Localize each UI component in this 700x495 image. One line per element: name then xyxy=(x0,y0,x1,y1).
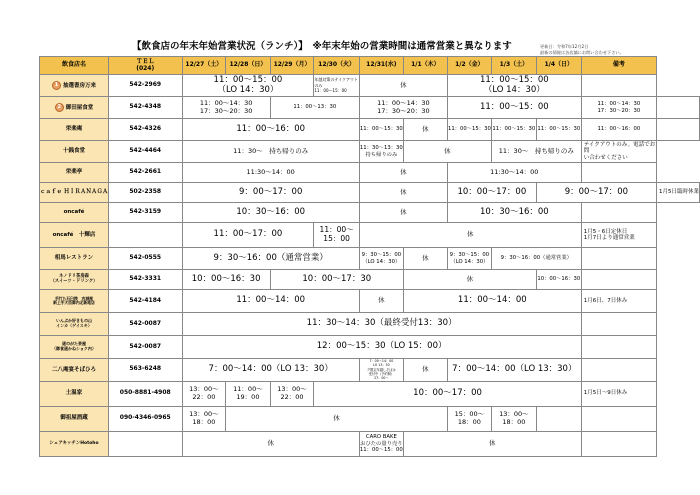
hours-cell: 11：00〜14：00 xyxy=(182,290,359,313)
hours-cell: 休 xyxy=(403,359,447,382)
shop-tel: 542-0087 xyxy=(108,336,182,359)
shop-tel: 542-0555 xyxy=(108,248,182,270)
table-row xyxy=(40,313,700,336)
hours-cell: 休 xyxy=(403,141,491,163)
remarks-cell: 1月5日〜9日休み xyxy=(581,381,656,406)
hours-cell: 休 xyxy=(403,431,581,456)
shop-tel xyxy=(108,431,182,456)
table-row xyxy=(40,119,700,141)
hours-cell: 13：00〜 22：00 xyxy=(182,381,226,406)
remarks-cell xyxy=(581,248,656,270)
hours-cell: 11:30〜14：00 xyxy=(182,163,359,183)
header-day: 1/1（木） xyxy=(403,57,447,75)
hours-cell: 12：00〜15：30（LO 15：00） xyxy=(182,336,581,359)
shop-name: oncafé 十輝店 xyxy=(40,223,109,248)
remarks-cell xyxy=(581,336,656,359)
header-day: 12/31(水) xyxy=(359,57,403,75)
shop-name: 1 抽選書房万来 xyxy=(40,75,109,97)
hours-cell: 11：00〜13：30 xyxy=(270,97,359,119)
number-badge: 1 xyxy=(52,81,61,90)
hours-cell: 7：00〜14：00 LO 13：30 夕限定年越しそばは 受付中（予約制） 27：00〜 xyxy=(359,359,403,382)
header-day: 1/2（金） xyxy=(447,57,491,75)
hours-cell: 11：00〜14：30 17：30〜20：30 xyxy=(182,97,270,119)
table-row xyxy=(40,336,700,359)
hours-cell: 11：00〜15：30 xyxy=(359,119,403,141)
hours-cell: 休 xyxy=(403,248,447,270)
remarks-cell: 1月6日、7日休み xyxy=(581,290,656,313)
shop-name: 道のがた茶屋 〈御食道かねショク内〉 xyxy=(40,336,109,359)
remarks-cell: 1月5・6日定休日 1月7日より通常営業 xyxy=(581,223,656,248)
shop-tel: 542-0087 xyxy=(108,313,182,336)
shop-tel: 542-2661 xyxy=(108,163,182,183)
hours-cell: 9：00〜17：00 xyxy=(182,183,359,203)
hours-cell: 11：00〜15：30 xyxy=(491,119,536,141)
table-row xyxy=(40,97,700,119)
hours-cell: 11：00〜15：00 （LO 14：30） xyxy=(182,75,314,97)
table-row xyxy=(40,406,700,431)
hours-cell: 11：00〜15：30 xyxy=(447,119,491,141)
header-day: 12/28（日） xyxy=(226,57,271,75)
hours-cell: 11：00〜 19：00 xyxy=(226,381,271,406)
hours-cell: 13：00〜 22：00 xyxy=(270,381,314,406)
shop-tel: 050-8881-4908 xyxy=(108,381,182,406)
shop-name: 土温家 xyxy=(40,381,109,406)
hours-cell: 9：30〜16：00（通常営業） xyxy=(491,248,581,270)
table-row xyxy=(40,163,700,183)
header-day: 1/4（日） xyxy=(536,57,581,75)
shop-name: 御祖屋酒蔵 xyxy=(40,406,109,431)
shop-name: oncafé xyxy=(40,203,109,223)
table-row xyxy=(40,431,700,456)
remarks-cell xyxy=(657,97,700,119)
header-shop: 飲食店名 xyxy=(40,57,109,75)
table-row xyxy=(40,183,700,203)
hours-cell: 11：00〜14：30 17：30〜20：30 xyxy=(581,97,656,119)
hours-cell: 9：30〜15：00 （LO 14：30） xyxy=(359,248,403,270)
hours-cell: 11：30〜13：30 持ち帰りのみ xyxy=(359,141,403,163)
table-row xyxy=(40,359,700,382)
update-note xyxy=(540,44,624,56)
shop-tel: 542-3331 xyxy=(108,270,182,290)
shop-tel xyxy=(108,223,182,248)
shop-tel: 542-4348 xyxy=(108,97,182,119)
hours-cell xyxy=(536,406,581,431)
hours-cell: 休 xyxy=(403,270,536,290)
hours-cell: 10：30〜16：00 xyxy=(447,203,581,223)
shop-name: シェアキッチンHotoho xyxy=(40,431,109,456)
remarks-cell xyxy=(657,119,700,141)
remarks-cell: テイクアウトのみ。電話でお問 い合わせください xyxy=(581,141,656,163)
header-day: 12/27（土） xyxy=(182,57,226,75)
hours-cell: 年越対策のテイクアウト のみ 11：00〜15：00 xyxy=(314,75,360,97)
hours-cell: 11：30〜 持ち帰りのみ xyxy=(491,141,581,163)
remarks-cell xyxy=(581,163,656,183)
hours-cell: 11：00〜14：30 17：30〜20：30 xyxy=(359,97,447,119)
hours-cell: 10：00〜17：30 xyxy=(270,270,403,290)
update-date: 更新日：令和7年12月2日 xyxy=(540,44,589,49)
shop-name: 二八庵宴そばひろ xyxy=(40,359,109,382)
hours-cell: 11：00〜16：00 xyxy=(581,119,656,141)
table-row xyxy=(40,270,700,290)
shop-name: 手打ち石臼挽 吉城屋 新上手大臣御内北新地店 xyxy=(40,290,109,313)
hours-cell: 13：00〜 18：00 xyxy=(491,406,536,431)
remarks-cell xyxy=(581,75,656,97)
shop-name: 栄楽亭 xyxy=(40,163,109,183)
shop-name: 2 御田屋食堂 xyxy=(40,97,109,119)
remarks-cell xyxy=(581,203,656,223)
shop-tel: 563-6248 xyxy=(108,359,182,382)
hours-cell: 休 xyxy=(182,431,359,456)
hours-cell: 11：30〜14：30（最終受付13：30） xyxy=(182,313,581,336)
shop-tel: 542-2969 xyxy=(108,75,182,97)
hours-cell: 休 xyxy=(359,223,581,248)
page-title: 【飲食店の年末年始営業状況（ランチ）】 ※年末年始の営業時間は通常営業と異なります xyxy=(132,41,512,52)
shop-tel: 090-4346-0965 xyxy=(108,406,182,431)
shop-tel: 502-2358 xyxy=(108,183,182,203)
shop-name: ネノドリ茶房森 （スイーツ・ドリンク） xyxy=(40,270,109,290)
hours-cell: 10：00〜17：00 xyxy=(447,183,536,203)
hours-cell: 9：30〜16：00（通常営業） xyxy=(182,248,359,270)
hours-cell: 13：00〜 18：00 xyxy=(182,406,226,431)
shop-name: ｃａｆｅ ＨＩＲＡＮＡＧＡ xyxy=(40,183,109,203)
hours-cell: 11：30〜 持ち帰りのみ xyxy=(182,141,359,163)
shop-tel: 542-4184 xyxy=(108,290,182,313)
number-badge: 2 xyxy=(55,103,64,112)
table-row xyxy=(40,290,700,313)
hours-cell: 休 xyxy=(226,406,448,431)
shop-name: いんぷか好きもの山 インカ〈ゲイスキ〉 xyxy=(40,313,109,336)
remarks-cell: 1月5日臨時休業 xyxy=(657,183,700,203)
hours-cell: 10：00〜16：30 xyxy=(536,270,581,290)
table-row xyxy=(40,203,700,223)
hours-cell: 休 xyxy=(359,203,447,223)
hours-cell: 休 xyxy=(403,119,447,141)
hours-cell: 11：00〜 15：00 xyxy=(314,223,360,248)
header-remarks: 備考 xyxy=(581,57,656,75)
hours-cell: 10：30〜16：00 xyxy=(182,203,359,223)
table-row xyxy=(40,223,700,248)
hours-cell: 休 xyxy=(359,290,403,313)
shop-name: 相馬レストラン xyxy=(40,248,109,270)
hours-cell: CARO BAKE おひたの量り売り 11：00〜15：00 xyxy=(359,431,403,456)
hours-cell: 11：00〜15：00 xyxy=(447,97,581,119)
remarks-cell xyxy=(581,431,656,456)
contact-note: 最新の情報は各店舗にお問い合わせ下さい。 xyxy=(540,50,624,55)
shop-tel: 542-3159 xyxy=(108,203,182,223)
table-row xyxy=(40,381,700,406)
hours-cell: 休 xyxy=(359,163,447,183)
hours-cell: 休 xyxy=(359,183,447,203)
hours-cell: 7：00〜14：00（LO 13：30） xyxy=(182,359,359,382)
header-day: 12/30（火） xyxy=(314,57,360,75)
hours-cell: 11：00〜17：00 xyxy=(182,223,314,248)
remarks-cell xyxy=(581,406,656,431)
table-row xyxy=(40,248,700,270)
hours-cell: 11:30〜14：00 xyxy=(447,163,581,183)
remarks-cell xyxy=(581,313,656,336)
remarks-cell xyxy=(581,270,656,290)
table-row xyxy=(40,141,700,163)
header-day: 1/3（土） xyxy=(491,57,536,75)
header-day: 12/29（月） xyxy=(270,57,314,75)
hours-cell: 7：00〜14：00（LO 13：30） xyxy=(447,359,581,382)
header-tel: ＴＥＬ (024) xyxy=(108,57,182,75)
hours-cell: 10：00〜16：30 xyxy=(182,270,270,290)
hours-cell: 11：00〜16：00 xyxy=(182,119,359,141)
header-row xyxy=(40,57,700,75)
shop-name: 十銭食堂 xyxy=(40,141,109,163)
hours-cell: 11：00〜14：00 xyxy=(403,290,581,313)
shop-tel: 542-4326 xyxy=(108,119,182,141)
hours-cell: 9：30〜15：00 （LO 14：30） xyxy=(447,248,491,270)
shop-tel: 542-4464 xyxy=(108,141,182,163)
hours-cell: 休 xyxy=(359,75,447,97)
hours-cell: 11：00〜15：30 xyxy=(536,119,581,141)
holiday-hours-table xyxy=(39,56,700,457)
remarks-cell xyxy=(581,359,656,382)
table-row xyxy=(40,75,700,97)
hours-cell: 10：00〜17：00 xyxy=(314,381,581,406)
hours-cell: 9：00〜17：00 xyxy=(536,183,656,203)
hours-cell: 15：00〜 18：00 xyxy=(447,406,491,431)
shop-name: 栄楽庵 xyxy=(40,119,109,141)
hours-cell: 11：00〜15：00 （LO 14：30） xyxy=(447,75,581,97)
